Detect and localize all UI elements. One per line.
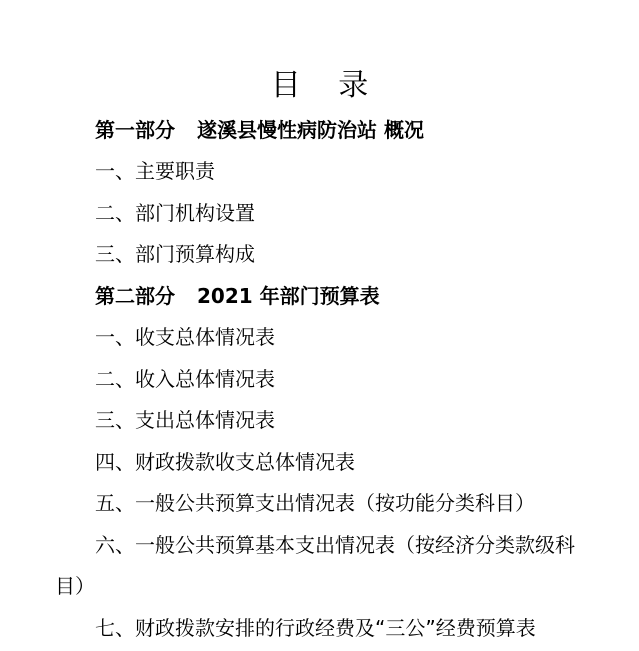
toc-item-2-6-continued: 目）: [55, 574, 95, 598]
part2-name: 2021 年部门预算表: [197, 284, 380, 308]
toc-title: 目 录: [270, 68, 383, 103]
toc-item-2-6: 六、一般公共预算基本支出情况表（按经济分类款级科: [95, 533, 575, 557]
part1-heading: [95, 116, 424, 144]
part1-label: 第一部分: [95, 118, 175, 142]
toc-item-2-5: 五、一般公共预算支出情况表（按功能分类科目）: [95, 491, 535, 515]
toc-item-2-7: 七、财政拨款安排的行政经费及“三公”经费预算表: [95, 616, 536, 640]
toc-item-1-2: 二、部门机构设置: [95, 201, 255, 225]
toc-item-2-4: 四、财政拨款收支总体情况表: [95, 450, 355, 474]
part1-name: 遂溪县慢性病防治站 概况: [197, 118, 424, 142]
toc-item-2-3: 三、支出总体情况表: [95, 408, 275, 432]
part2-heading: [95, 282, 380, 310]
toc-item-2-2: 二、收入总体情况表: [95, 367, 275, 391]
part2-label: 第二部分: [95, 284, 175, 308]
toc-item-1-1: 一、主要职责: [95, 159, 215, 183]
toc-item-2-1: 一、收支总体情况表: [95, 325, 275, 349]
toc-item-1-3: 三、部门预算构成: [95, 242, 255, 266]
